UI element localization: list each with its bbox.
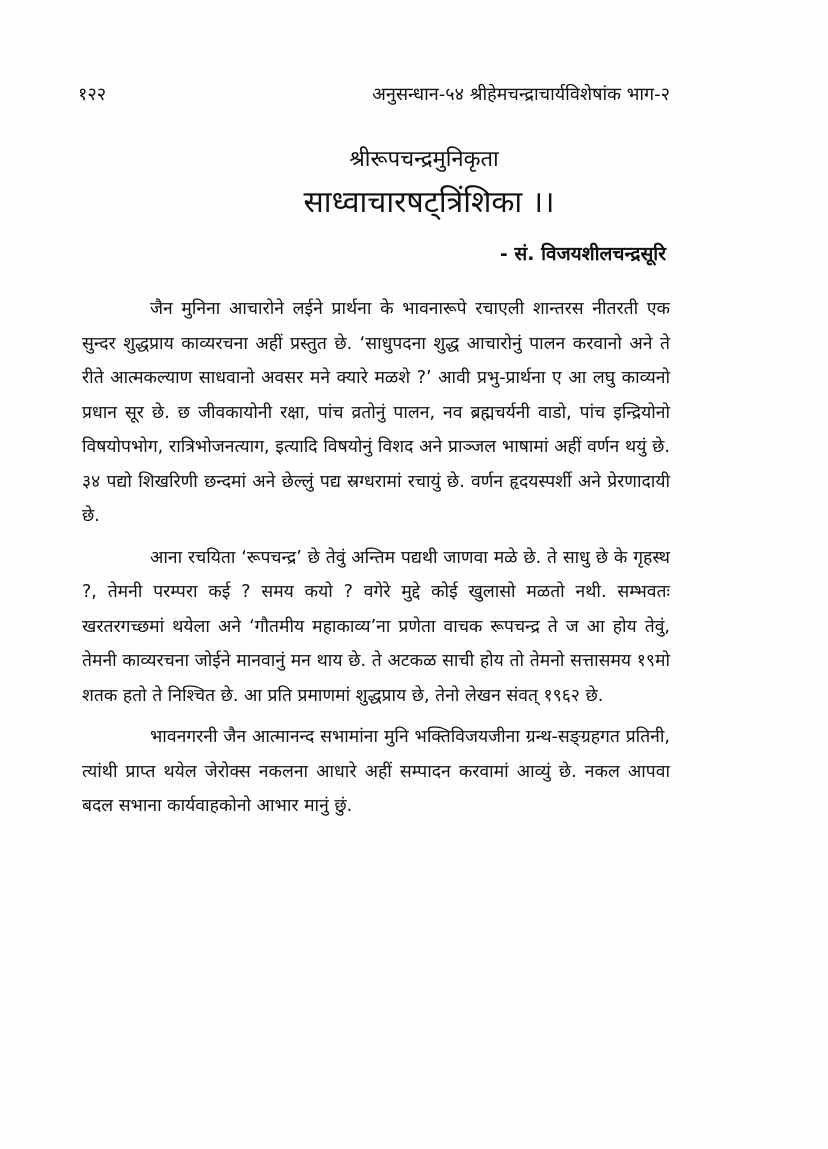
paragraph-authorship: आना रचयिता ‘रूपचन्द्र’ छे तेवुं अन्तिम पद्यथी जाणवा मळे छे. ते साधु छे के गृहस्थ ?, तेमनी परम्परा कई ? समय कयो ? वगेरे मुद्दे कोई खुलासो मळतो नथी. सम्भवतः खरतरगच्छमां थयेला अने ‘गौतमीय महाकाव्य’ना प्रणेता वाचक रूपचन्द्र ते ज आ होय तेवुं, तेमनी काव्यरचना जोईने मानवानुं मन थाय छे. ते अटकळ साची होय तो तेमनो सत्तासमय १९मो शतक हतो ते निश्चित छे. आ प्रति प्रमाणमां शुद्धप्राय छे, तेनो लेखन संवत् १९६२ छे. — [82, 547, 670, 706]
paragraph-intro: जैन मुनिना आचारोने लईने प्रार्थना के भावनारूपे रचाएली शान्तरस नीतरती एक सुन्दर शुद्धप्राय काव्यरचना अहीं प्रस्तुत छे. ‘साधुपदना शुद्ध आचारोनुं पालन करवानो अने ते रीते आत्मकल्याण साधवानो अवसर मने क्यारे मळशे ?’ आवी प्रभु-प्रार्थना ए आ लघु काव्यनो प्रधान सूर छे. छ जीवकायोनी रक्षा, पांच व्रतोनुं पालन, नव ब्रह्मचर्यनी वाडो, पांच इन्द्रियोनो विषयोपभोग, रात्रिभोजनत्याग, इत्यादि विषयोनुं विशद अने प्राञ्जल भाषामां अहीं वर्णन थयुं छे. ३४ पद्यो शिखरिणी छन्दमां अने छेल्लुं पद्य स्रग्धरामां रचायुं छे. वर्णन हृदयस्पर्शी अने प्रेरणादायी छे. — [82, 299, 670, 526]
article-body — [82, 292, 670, 831]
running-header — [78, 82, 670, 106]
paragraph-acknowledgement: भावनगरनी जैन आत्मानन्द सभामांना मुनि भक्तिविजयजीना ग्रन्थ-सङ्ग्रहगत प्रतिनी, त्यांथी प्राप्त थयेल जेरोक्स नकलना आधारे अहीं सम्पादन करवामां आव्युं छे. नकल आपवा बदल सभाना कार्यवाहकोनो आभार मानुं छुं. — [82, 727, 670, 816]
article-title: साध्वाचारषट्त्रिंशिका ।। — [303, 185, 555, 220]
page-number: १२२ — [78, 84, 107, 105]
editor-credit: - सं. विजयशीलचन्द्रसूरि — [499, 243, 666, 265]
journal-title: अनुसन्धान-५४ श्रीहेमचन्द्राचार्यविशेषांक भाग-२ — [372, 84, 670, 105]
author-attribution: श्रीरूपचन्द्रमुनिकृता — [349, 147, 499, 172]
